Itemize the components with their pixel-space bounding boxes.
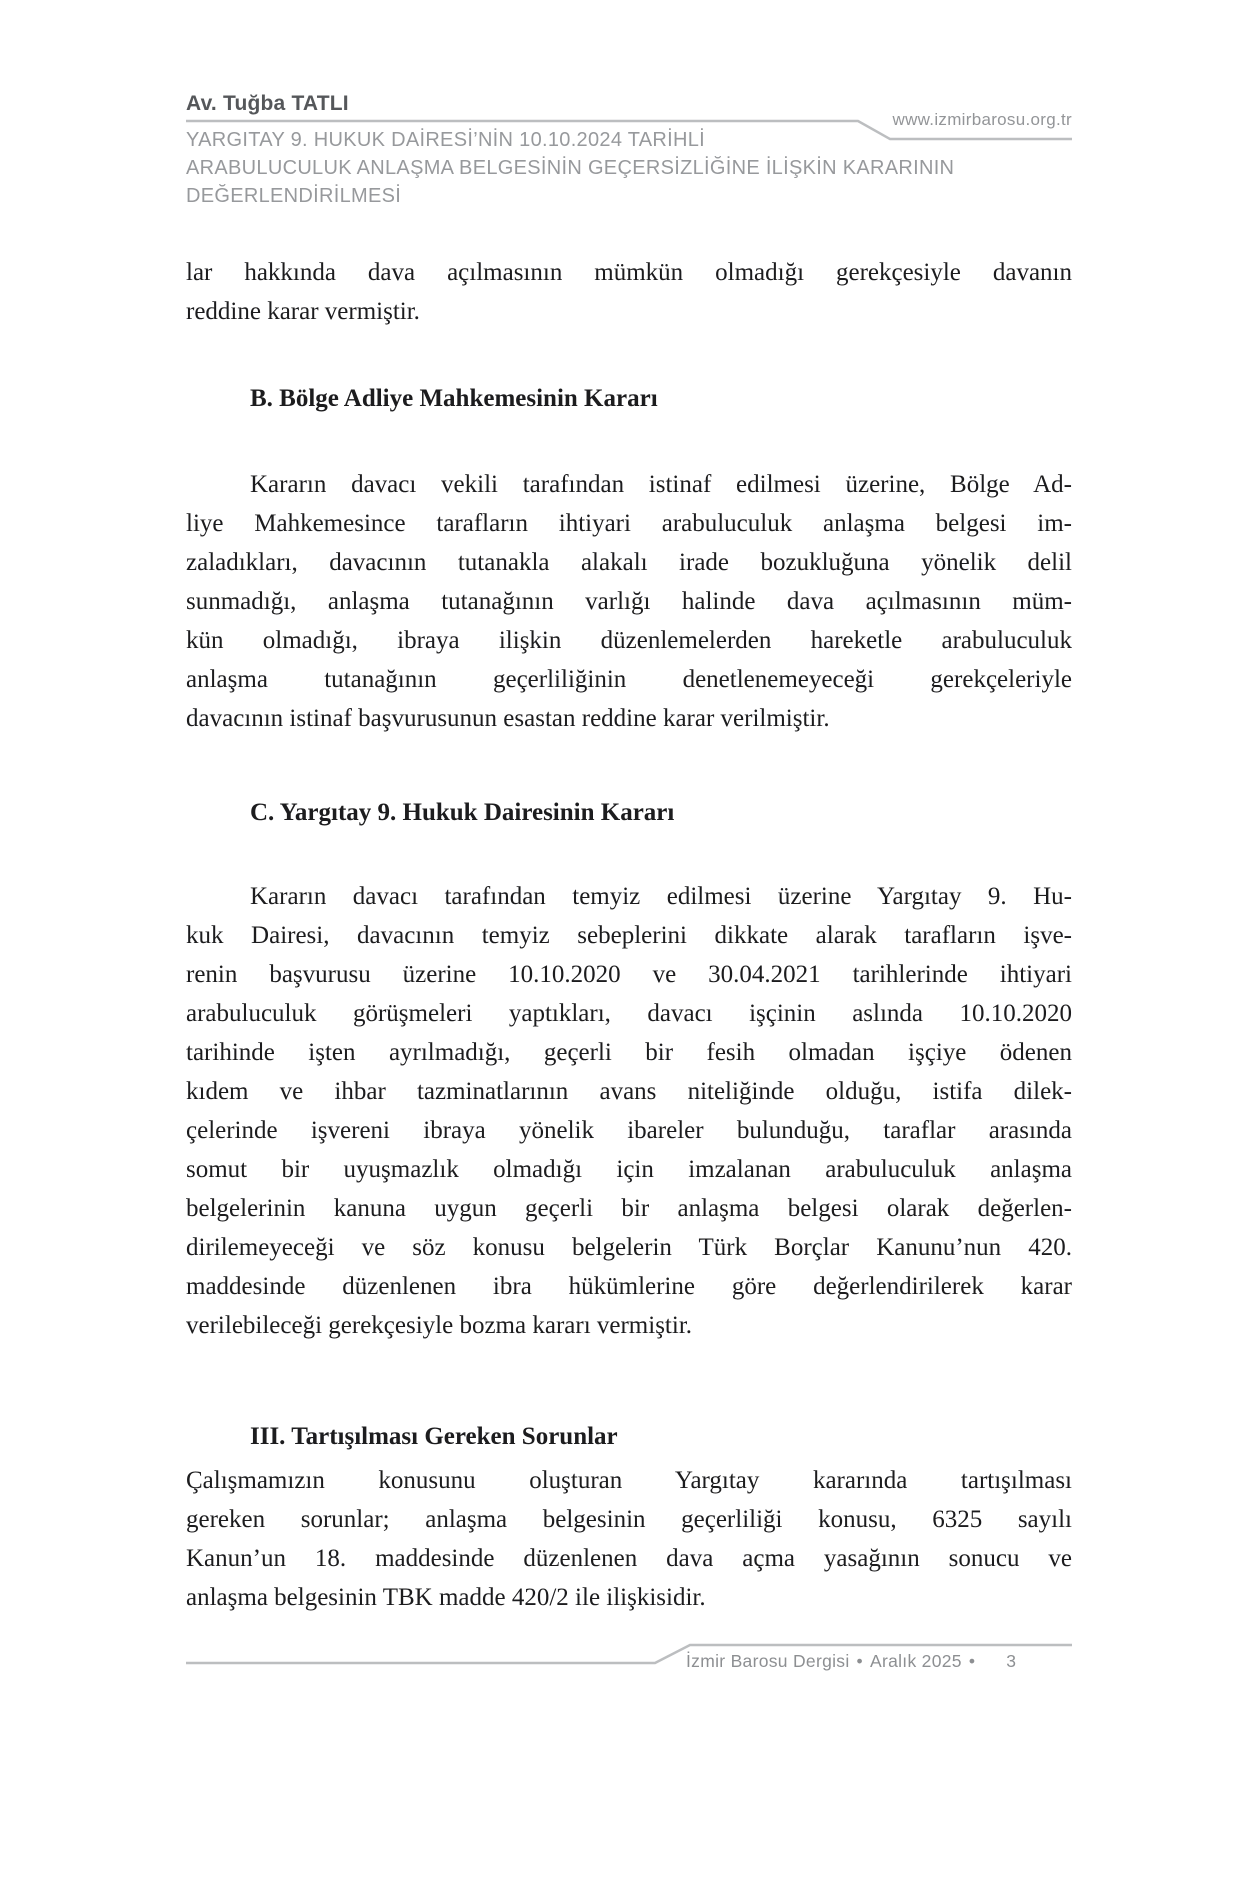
text-line: arabuluculuk görüşmeleri yaptıkları, davacı işçinin aslında 10.10.2020 <box>186 1000 1072 1027</box>
article-title-line: ARABULUCULUK ANLAŞMA BELGESİNİN GEÇERSİZLİĞİNE İLİŞKİN KARARININ <box>186 157 955 179</box>
text-line: tarihinde işten ayrılmadığı, geçerli bir fesih olmadan işçiye ödenen <box>186 1039 1072 1066</box>
text-line: liye Mahkemesince tarafların ihtiyari arabuluculuk anlaşma belgesi im- <box>186 510 1072 537</box>
section-heading-c: C. Yargıtay 9. Hukuk Dairesinin Kararı <box>250 799 675 826</box>
text-line: dirilemeyeceği ve söz konusu belgelerin Türk Borçlar Kanunu’nun 420. <box>186 1234 1072 1261</box>
footer-issue: Aralık 2025 <box>869 1651 962 1671</box>
text-line: anlaşma tutanağının geçerliliğinin denetlenemeyeceği gerekçeleriyle <box>186 666 1072 693</box>
text-line: belgelerinin kanuna uygun geçerli bir anlaşma belgesi olarak değerlen- <box>186 1195 1072 1222</box>
text-line: çelerinde işvereni ibraya yönelik ibareler bulunduğu, taraflar arasında <box>186 1117 1072 1144</box>
article-body <box>186 253 1072 1617</box>
text-line: zaladıkları, davacının tutanakla alakalı irade bozukluğuna yönelik delil <box>186 549 1072 576</box>
footer-journal-info <box>686 1651 1086 1672</box>
paragraph-tartisilmasi <box>186 1461 1072 1617</box>
paragraph-yargitay <box>186 877 1072 1345</box>
section-heading-b: B. Bölge Adliye Mahkemesinin Kararı <box>250 385 658 412</box>
text-line: Kanun’un 18. maddesinde düzenlenen dava açma yasağının sonucu ve <box>186 1545 1072 1572</box>
section-heading-iii: III. Tartışılması Gereken Sorunlar <box>250 1423 618 1450</box>
footer-bullet-icon: • <box>968 1651 976 1671</box>
text-line: anlaşma belgesinin TBK madde 420/2 ile ilişkisidir. <box>186 1584 706 1611</box>
text-line: verilebileceği gerekçesiyle bozma kararı vermiştir. <box>186 1312 693 1339</box>
footer-journal-name: İzmir Barosu Dergisi <box>686 1651 850 1671</box>
text-line: somut bir uyuşmazlık olmadığı için imzalanan arabuluculuk anlaşma <box>186 1156 1072 1183</box>
text-line: davacının istinaf başvurusunun esastan reddine karar verilmiştir. <box>186 705 830 732</box>
footer-page-number: 3 <box>1006 1651 1017 1671</box>
text-line: renin başvurusu üzerine 10.10.2020 ve 30.04.2021 tarihlerinde ihtiyari <box>186 961 1072 988</box>
website-url: www.izmirbarosu.org.tr <box>892 110 1072 129</box>
text-line: maddesinde düzenlenen ibra hükümlerine göre değerlendirilerek karar <box>186 1273 1072 1300</box>
paragraph-continuation <box>186 253 1072 331</box>
text-line: Çalışmamızın konusunu oluşturan Yargıtay kararında tartışılması <box>186 1467 1072 1494</box>
text-line: sunmadığı, anlaşma tutanağının varlığı halinde dava açılmasının müm- <box>186 588 1072 615</box>
paragraph-bolge-adliye <box>186 465 1072 738</box>
text-line: lar hakkında dava açılmasının mümkün olmadığı gerekçesiyle davanın <box>186 259 1072 286</box>
text-line: gereken sorunlar; anlaşma belgesinin geçerliliği konusu, 6325 sayılı <box>186 1506 1072 1533</box>
text-line: kuk Dairesi, davacının temyiz sebeplerini dikkate alarak tarafların işve- <box>186 922 1072 949</box>
article-title-line: DEĞERLENDİRİLMESİ <box>186 185 402 207</box>
article-title <box>186 126 1186 210</box>
text-line: Kararın davacı vekili tarafından istinaf edilmesi üzerine, Bölge Ad- <box>250 471 1072 498</box>
text-line: kün olmadığı, ibraya ilişkin düzenlemelerden hareketle arabuluculuk <box>186 627 1072 654</box>
text-line: Kararın davacı tarafından temyiz edilmesi üzerine Yargıtay 9. Hu- <box>250 883 1072 910</box>
author-name: Av. Tuğba TATLI <box>186 92 349 115</box>
article-title-line: YARGITAY 9. HUKUK DAİRESİ’NİN 10.10.2024 TARİHLİ <box>186 129 706 151</box>
text-line: kıdem ve ihbar tazminatlarının avans niteliğinde olduğu, istifa dilek- <box>186 1078 1072 1105</box>
footer-bullet-icon: • <box>856 1651 863 1671</box>
text-line: reddine karar vermiştir. <box>186 298 420 325</box>
